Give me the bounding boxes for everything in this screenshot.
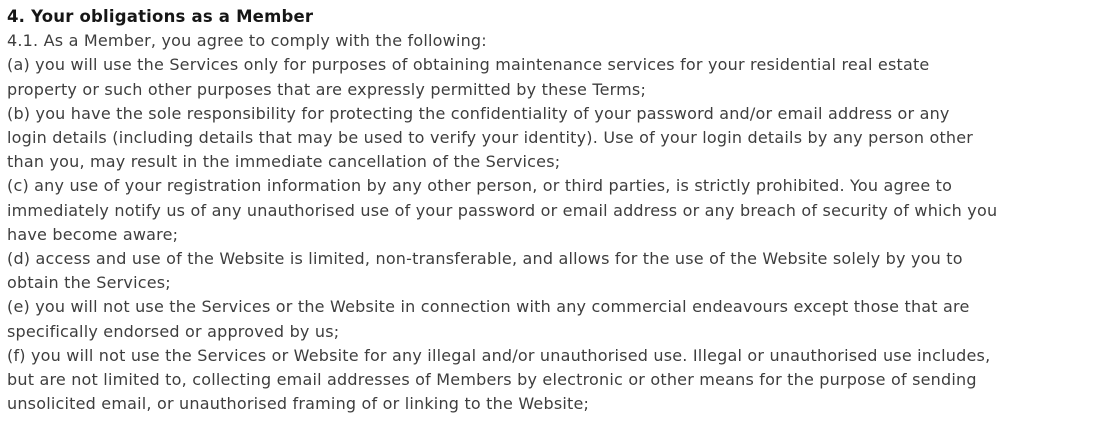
clause-b: [7, 102, 1099, 175]
clause-b-line-1: (b) you have the sole responsibility for protecting the confidentiality of your password and/or email address or any: [7, 103, 950, 123]
clause-f: [7, 344, 1099, 417]
section-heading: 4. Your obligations as a Member: [7, 7, 314, 26]
clause-c-line-1: (c) any use of your registration information by any other person, or third parties, is strictly prohibited. You agree to: [7, 176, 953, 196]
clause-c-line-2: immediately notify us of any unauthorised use of your password or email address or any breach of security of which you: [7, 200, 998, 220]
clause-e-line-2: specifically endorsed or approved by us;: [7, 321, 340, 341]
clause-b-line-3: than you, may result in the immediate cancellation of the Services;: [7, 152, 561, 172]
clause-e: [7, 295, 1099, 343]
clause-d-line-2: obtain the Services;: [7, 273, 171, 293]
clause-a-line-1: (a) you will use the Services only for purposes of obtaining maintenance services for your residential real estate: [7, 55, 930, 75]
clause-4-1-line-1: 4.1. As a Member, you agree to comply with the following:: [7, 31, 487, 51]
clause-a: [7, 53, 1099, 101]
clause-a-line-2: property or such other purposes that are expressly permitted by these Terms;: [7, 79, 647, 99]
clause-f-line-1: (f) you will not use the Services or Website for any illegal and/or unauthorised use. Illegal or unauthorised use includes,: [7, 345, 991, 365]
clause-c-line-3: have become aware;: [7, 224, 179, 244]
clause-4-1: [7, 29, 1099, 53]
clause-f-line-3: unsolicited email, or unauthorised framing of or linking to the Website;: [7, 394, 590, 414]
clause-b-line-2: login details (including details that may be used to verify your identity). Use of your login details by any person other: [7, 128, 974, 148]
clause-c: [7, 174, 1099, 247]
clause-d-line-1: (d) access and use of the Website is limited, non-transferable, and allows for the use of the Website solely by you to: [7, 249, 963, 269]
clause-d: [7, 247, 1099, 295]
clause-f-line-2: but are not limited to, collecting email addresses of Members by electronic or other means for the purpose of sending: [7, 370, 977, 390]
clause-e-line-1: (e) you will not use the Services or the Website in connection with any commercial endeavours except those that are: [7, 297, 970, 317]
